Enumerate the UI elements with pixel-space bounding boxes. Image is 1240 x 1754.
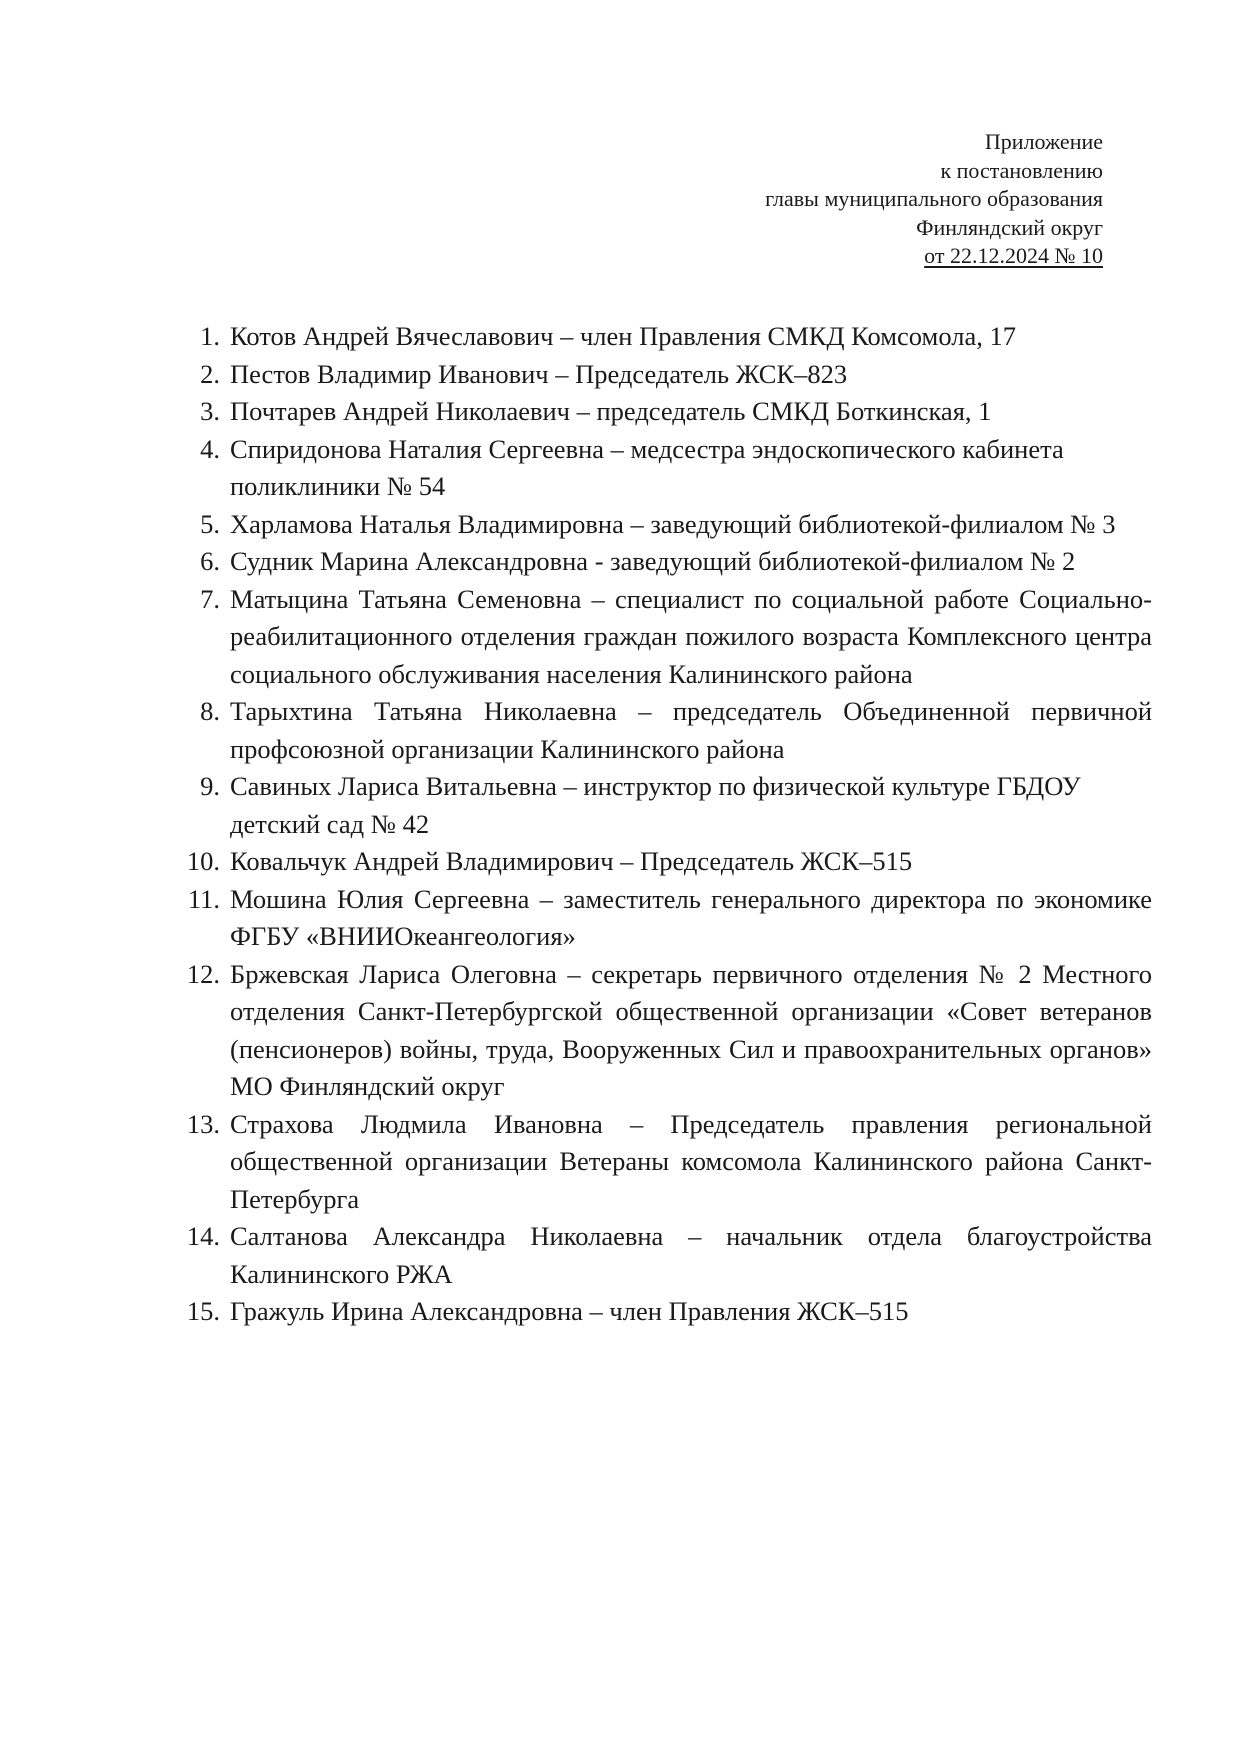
header-to-resolution: к постановлению [940, 157, 1103, 183]
item-text: Пестов Владимир Иванович – Председатель ЖСК–823 [230, 358, 848, 389]
list-item [178, 768, 1152, 843]
item-number: 15. [186, 1296, 220, 1326]
item-text: Страхова Людмила Ивановна – Председатель правления региональной общественной организации Ветераны комсомола Калининского района Санкт-Петербурга [230, 1108, 1152, 1214]
item-text: Харламова Наталья Владимировна – заведующий библиотекой-филиалом № 3 [230, 508, 1116, 539]
item-number: 7. [200, 583, 220, 614]
document-header [765, 128, 1103, 271]
header-district: Финляндский округ [916, 214, 1103, 240]
list-item [178, 318, 1152, 356]
item-text: Почтарев Андрей Николаевич – председатель СМКД Боткинская, 1 [230, 396, 992, 426]
item-number: 9. [200, 771, 220, 801]
item-number: 11. [187, 883, 220, 914]
item-text: Судник Марина Александровна - заведующий библиотекой-филиалом № 2 [230, 546, 1076, 576]
list-item [178, 356, 1152, 394]
list-item [178, 431, 1152, 506]
list-item [178, 393, 1152, 431]
item-number: 1. [200, 321, 220, 351]
list-item [178, 506, 1152, 544]
item-text: Бржевская Лариса Олеговна – секретарь первичного отделения № 2 Местного отделения Санкт-Петербургской общественной организации «Совет ветеранов (пенсионеров) войны, труда, Вооруженных Сил и правоохранительных органов» МО Финляндский округ [230, 958, 1152, 1101]
item-number: 2. [200, 358, 220, 389]
item-number: 6. [200, 546, 220, 576]
item-number: 14. [186, 1221, 220, 1251]
item-number: 12. [186, 958, 220, 989]
list-item [178, 543, 1152, 581]
item-text: Мошина Юлия Сергеевна – заместитель генерального директора по экономике ФГБУ «ВНИИОкеангеология» [230, 883, 1152, 951]
item-text: Спиридонова Наталия Сергеевна – медсестра эндоскопического кабинета поликлиники № 54 [230, 433, 1064, 501]
item-number: 3. [200, 396, 220, 426]
item-text: Матыцина Татьяна Семеновна – специалист по социальной работе Социально-реабилитационного отделения граждан пожилого возраста Комплексного центра социального обслуживания населения Калининского района [230, 583, 1152, 689]
header-appendix: Приложение [984, 129, 1103, 154]
item-number: 13. [186, 1108, 220, 1139]
item-number: 5. [200, 508, 220, 539]
item-text: Котов Андрей Вячеславович – член Правления СМКД Комсомола, 17 [230, 321, 1016, 351]
list-item [178, 881, 1152, 956]
list-item [178, 1106, 1152, 1219]
member-list [178, 318, 1152, 1331]
item-text: Тарыхтина Татьяна Николаевна – председатель Объединенной первичной профсоюзной организации Калининского района [230, 696, 1152, 764]
item-text: Савиных Лариса Витальевна – инструктор по физической культуре ГБДОУ детский сад № 42 [230, 771, 1081, 839]
header-date-number: от 22.12.2024 № 10 [924, 243, 1103, 268]
item-number: 4. [200, 433, 220, 464]
list-item [178, 843, 1152, 881]
item-text: Ковальчук Андрей Владимирович – Председатель ЖСК–515 [230, 846, 913, 876]
header-authority: главы муниципального образования [765, 186, 1103, 211]
list-item [178, 1293, 1152, 1331]
list-item [178, 581, 1152, 694]
item-text: Гражуль Ирина Александровна – член Правления ЖСК–515 [230, 1296, 909, 1326]
list-item [178, 693, 1152, 768]
list-item [178, 1218, 1152, 1293]
list-item [178, 956, 1152, 1106]
item-number: 10. [186, 846, 220, 876]
item-text: Салтанова Александра Николаевна – начальник отдела благоустройства Калининского РЖА [230, 1221, 1152, 1289]
item-number: 8. [200, 696, 220, 726]
